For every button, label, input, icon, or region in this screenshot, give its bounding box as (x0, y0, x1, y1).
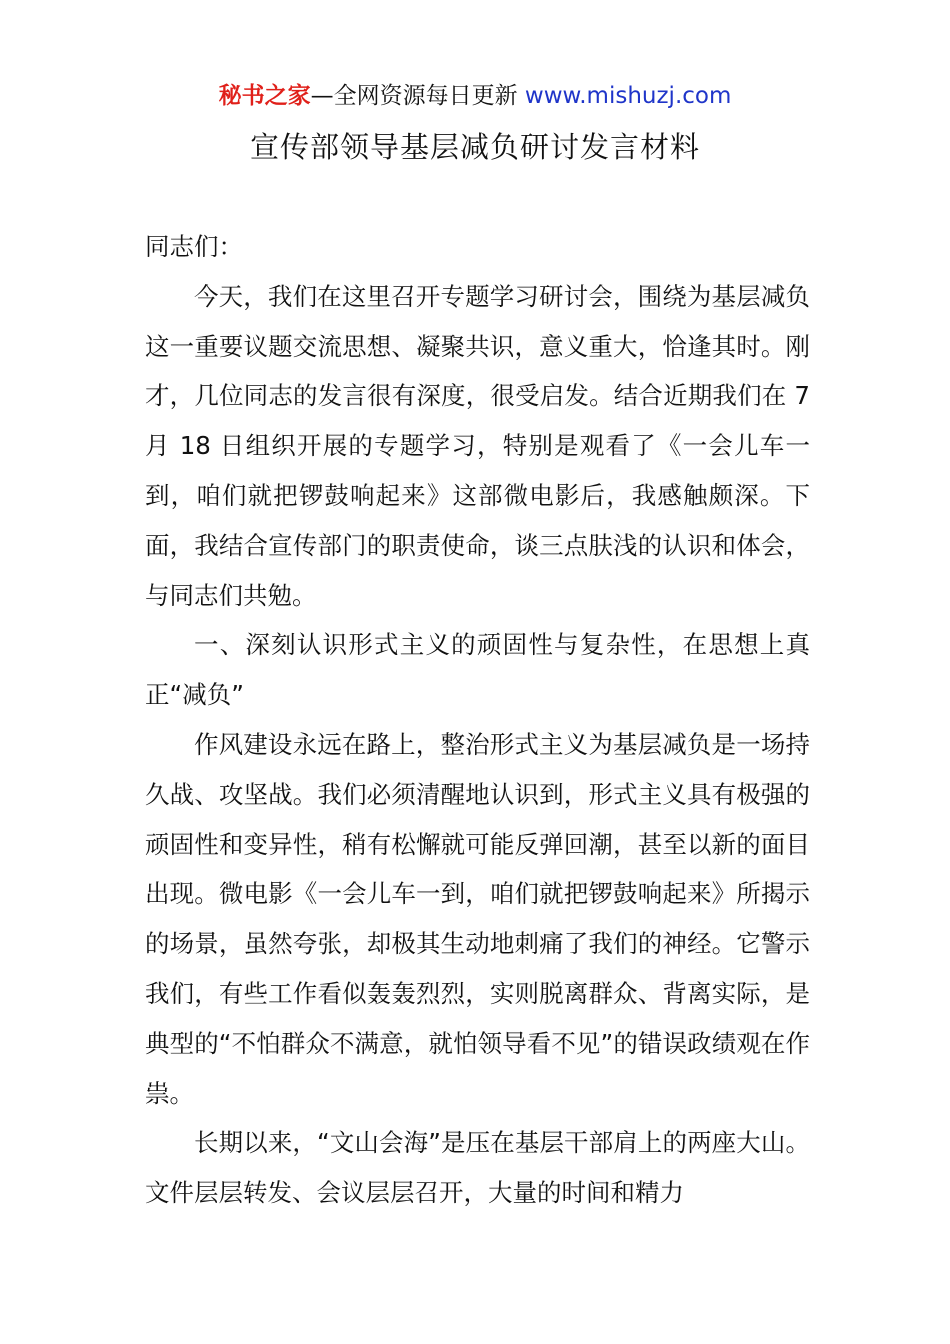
document-body (145, 222, 810, 1218)
banner-tagline: —全网资源每日更新 (310, 83, 525, 109)
paragraph-section-1: 作风建设永远在路上，整治形式主义为基层减负是一场持久战、攻坚战。我们必须清醒地认识到，形式主义具有极强的顽固性和变异性，稍有松懈就可能反弹回潮，甚至以新的面目出现。微电影《一会儿车一到，咱们就把锣鼓响起来》所揭示的场景，虽然夸张，却极其生动地刺痛了我们的神经。它警示我们，有些工作看似轰轰烈烈，实则脱离群众、背离实际，是典型的“不怕群众不满意，就怕领导看不见”的错误政绩观在作祟。 (145, 729, 810, 1108)
site-banner (0, 80, 950, 112)
site-url-link[interactable]: www.mishuzj.com (524, 83, 732, 109)
greeting: 同志们： (145, 232, 243, 261)
brand-name: 秘书之家 (218, 83, 311, 109)
document-title: 宣传部领导基层减负研讨发言材料 (249, 130, 700, 164)
paragraph-intro: 今天，我们在这里召开专题学习研讨会，围绕为基层减负这一重要议题交流思想、凝聚共识，意义重大，恰逢其时。刚才，几位同志的发言很有深度，很受启发。结合近期我们在 7 月 18 日组织开展的专题学习，特别是观看了《一会儿车一到，咱们就把锣鼓响起来》这部微电影后，我感触颇深。下面，我结合宣传部门的职责使命，谈三点肤浅的认识和体会，与同志们共勉。 (145, 281, 810, 610)
paragraph-section-1-cont: 长期以来，“文山会海”是压在基层干部肩上的两座大山。文件层层转发、会议层层召开，大量的时间和精力 (145, 1128, 810, 1208)
section-heading-1: 一、深刻认识形式主义的顽固性与复杂性，在思想上真正“减负” (145, 630, 810, 710)
